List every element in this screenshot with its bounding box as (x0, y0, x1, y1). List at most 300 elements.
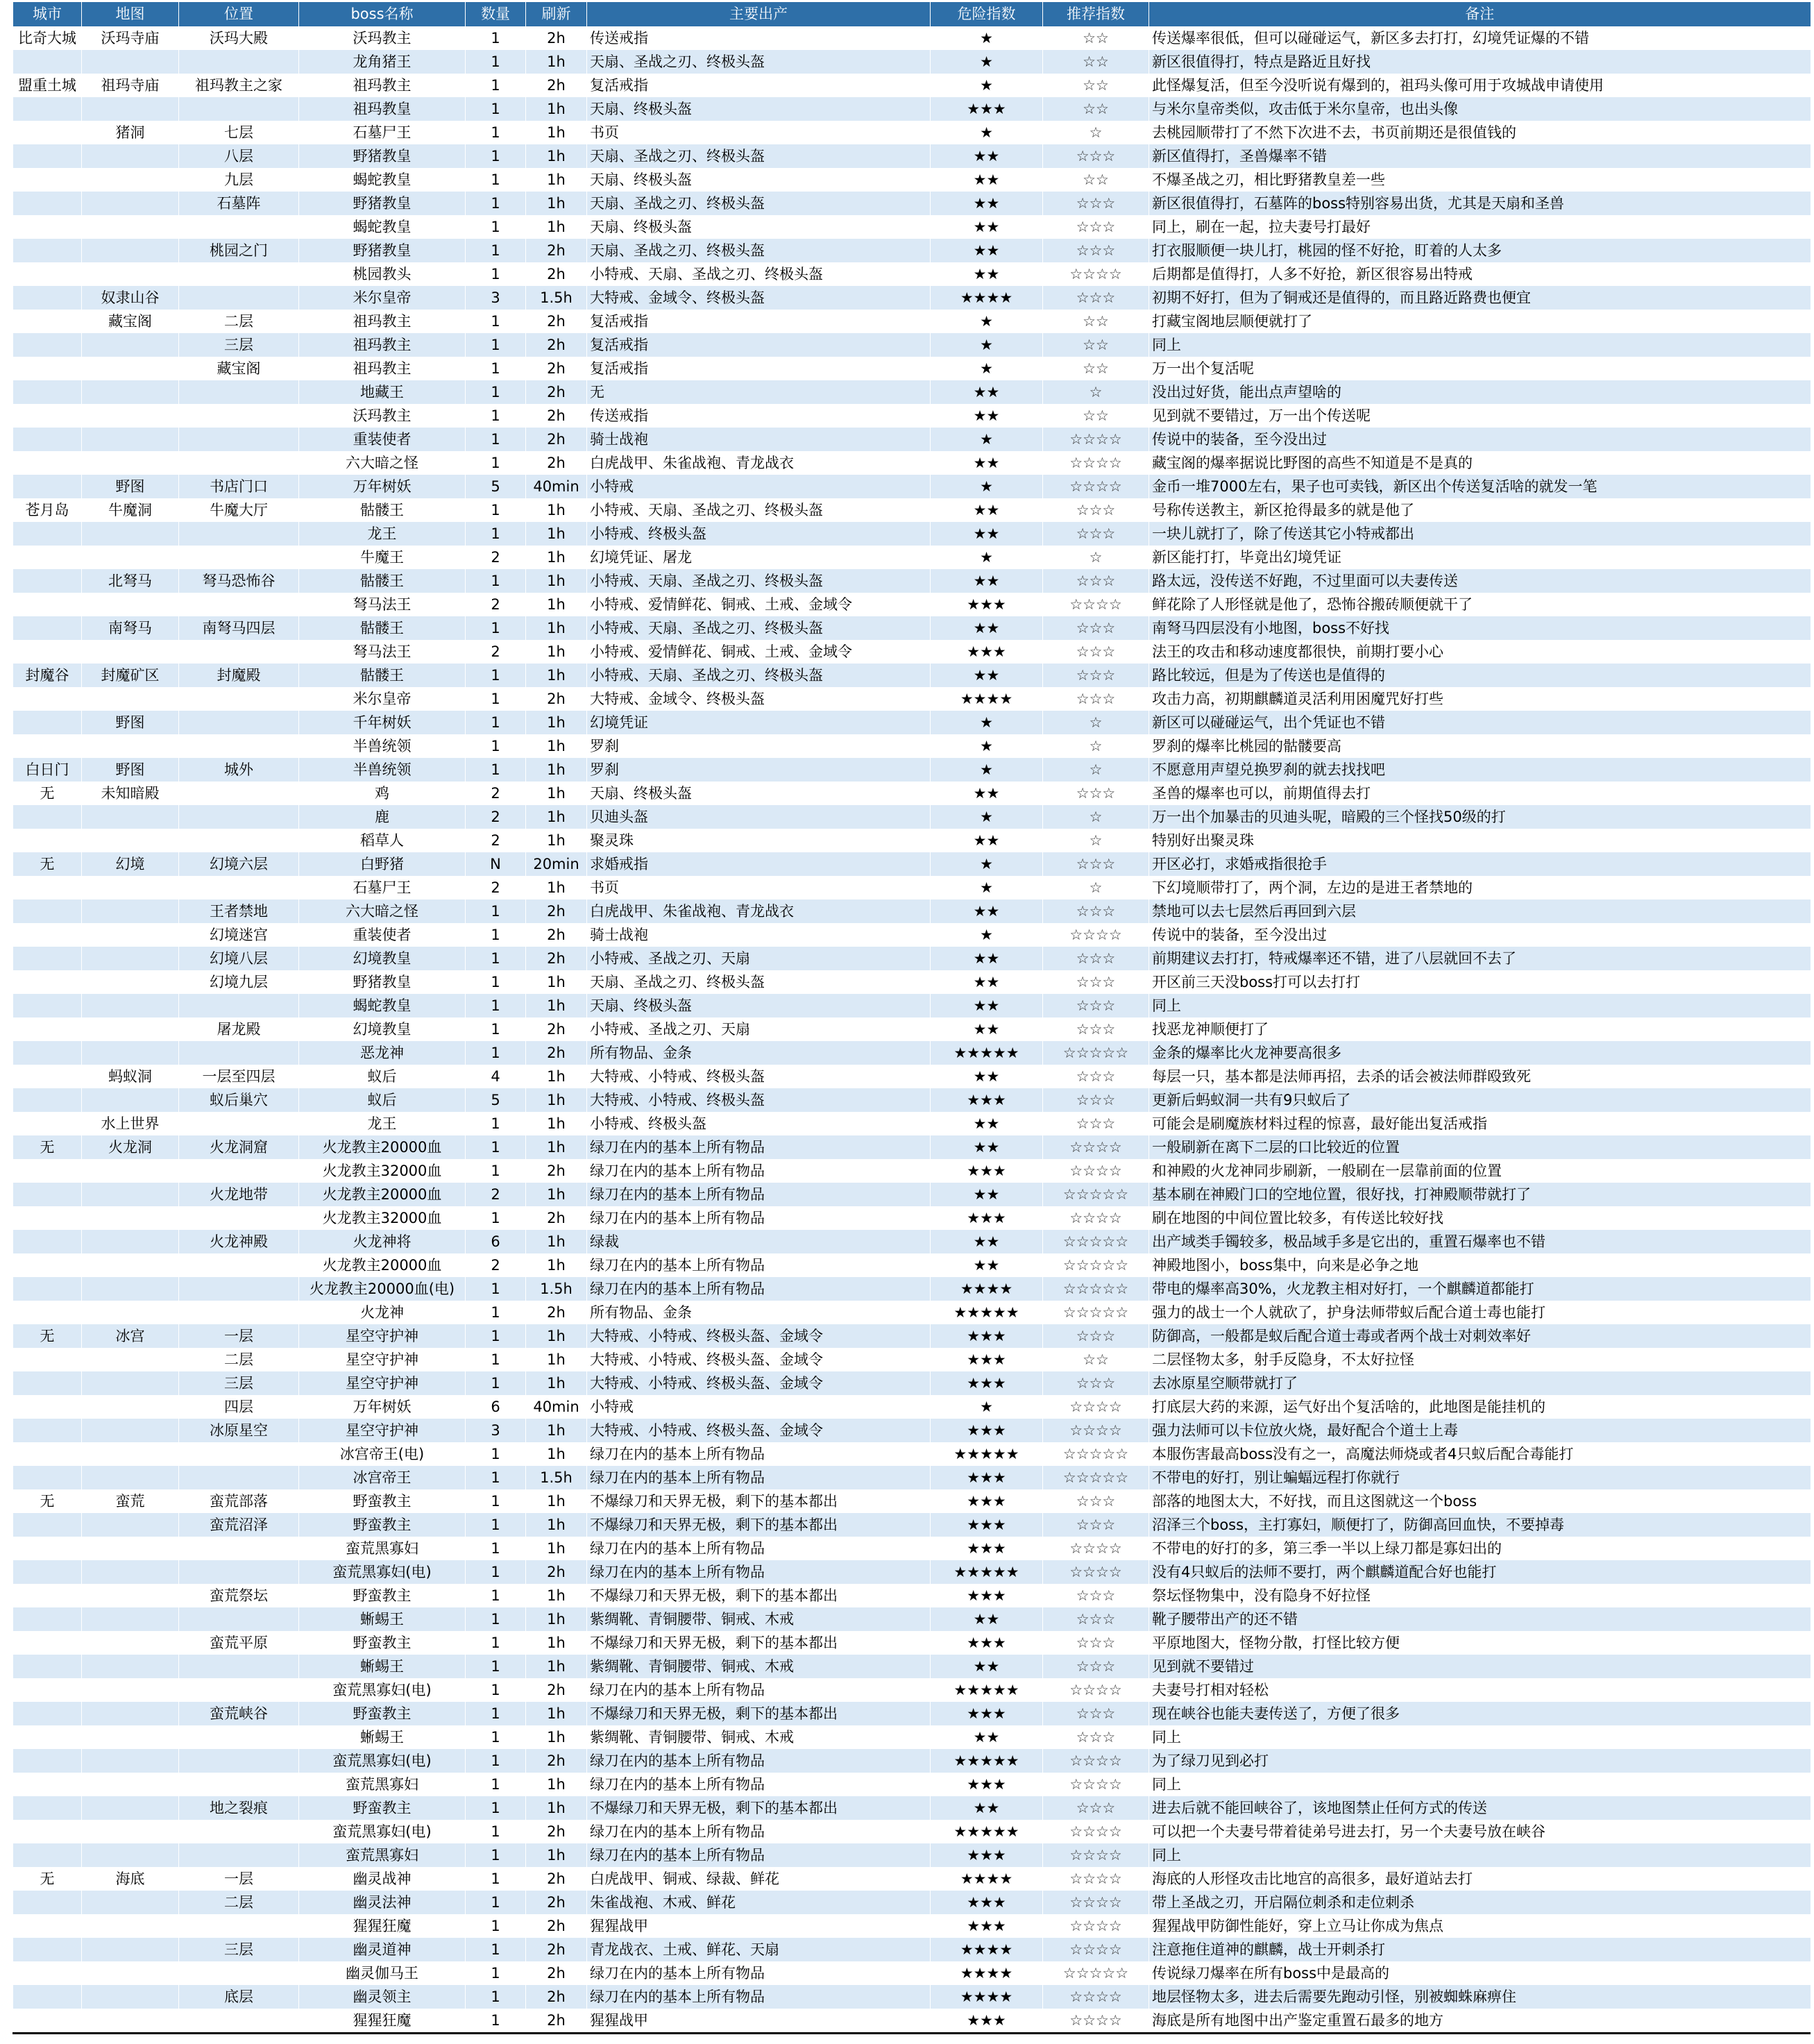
cell-location: 二层 (179, 310, 299, 333)
cell-map (82, 50, 179, 74)
cell-map (82, 734, 179, 758)
table-row (13, 616, 1811, 640)
cell-recommend-index: ☆☆☆☆☆ (1043, 1041, 1149, 1065)
cell-count: 1 (466, 50, 526, 74)
cell-refresh: 2h (526, 357, 587, 380)
cell-recommend-index: ☆☆ (1043, 404, 1149, 428)
cell-boss-name: 祖玛教皇 (299, 97, 466, 121)
cell-danger-index: ★★ (931, 451, 1043, 475)
cell-count: 1 (466, 664, 526, 687)
cell-city (13, 1112, 82, 1135)
cell-count: 2 (466, 829, 526, 852)
cell-count: 6 (466, 1230, 526, 1253)
cell-city (13, 1796, 82, 1820)
cell-boss-name: 野蛮教主 (299, 1796, 466, 1820)
cell-refresh: 2h (526, 26, 587, 50)
cell-notes: 见到就不要错过 (1149, 1655, 1811, 1678)
cell-danger-index: ★★ (931, 215, 1043, 239)
cell-location: 三层 (179, 333, 299, 357)
cell-recommend-index: ☆ (1043, 734, 1149, 758)
cell-count: 2 (466, 876, 526, 899)
cell-map (82, 1631, 179, 1655)
cell-count: 1 (466, 1301, 526, 1324)
cell-main-drops: 所有物品、金条 (587, 1301, 931, 1324)
cell-danger-index: ★★★ (931, 2009, 1043, 2034)
cell-recommend-index: ☆☆☆ (1043, 1702, 1149, 1725)
cell-map (82, 947, 179, 970)
cell-refresh: 2h (526, 380, 587, 404)
cell-map (82, 451, 179, 475)
cell-city (13, 1206, 82, 1230)
cell-main-drops: 绿刀在内的基本上所有物品 (587, 1277, 931, 1301)
cell-refresh: 2h (526, 1041, 587, 1065)
cell-refresh: 40min (526, 475, 587, 498)
cell-notes: 开区前三天没boss打可以去打打 (1149, 970, 1811, 994)
cell-map (82, 1961, 179, 1985)
cell-refresh: 2h (526, 1159, 587, 1183)
cell-recommend-index: ☆☆☆☆ (1043, 1985, 1149, 2009)
cell-map: 海底 (82, 1867, 179, 1891)
table-row (13, 168, 1811, 192)
cell-recommend-index: ☆☆☆☆ (1043, 923, 1149, 947)
cell-count: 1 (466, 1631, 526, 1655)
cell-map (82, 1584, 179, 1607)
cell-danger-index: ★ (931, 805, 1043, 829)
cell-location (179, 428, 299, 451)
cell-recommend-index: ☆☆☆ (1043, 239, 1149, 262)
cell-city (13, 1230, 82, 1253)
cell-map: 藏宝阁 (82, 310, 179, 333)
cell-notes: 路比较远，但是为了传送也是值得的 (1149, 664, 1811, 687)
cell-notes: 夫妻号打相对轻松 (1149, 1678, 1811, 1702)
cell-recommend-index: ☆☆☆ (1043, 852, 1149, 876)
cell-notes: 基本刷在神殿门口的空地位置，很好找，打神殿顺带就打了 (1149, 1183, 1811, 1206)
cell-notes: 每层一只，基本都是法师再招，去杀的话会被法师群殴致死 (1149, 1065, 1811, 1088)
cell-count: 1 (466, 687, 526, 711)
cell-notes: 没有4只蚁后的法师不要打，两个麒麟道配合好也能打 (1149, 1560, 1811, 1584)
cell-notes: 猩猩战甲防御性能好，穿上立马让你成为焦点 (1149, 1914, 1811, 1938)
header-notes: 备注 (1149, 2, 1811, 26)
cell-recommend-index: ☆☆☆ (1043, 947, 1149, 970)
cell-notes: 与米尔皇帝类似，攻击低于米尔皇帝，也出头像 (1149, 97, 1811, 121)
cell-boss-name: 火龙教主20000血(电) (299, 1277, 466, 1301)
cell-main-drops: 不爆绿刀和天界无极，剩下的基本都出 (587, 1702, 931, 1725)
cell-refresh: 2h (526, 1938, 587, 1961)
cell-map: 北弩马 (82, 569, 179, 593)
cell-main-drops: 绿刀在内的基本上所有物品 (587, 1183, 931, 1206)
cell-boss-name: 猩猩狂魔 (299, 2009, 466, 2034)
cell-main-drops: 不爆绿刀和天界无极，剩下的基本都出 (587, 1489, 931, 1513)
header-main-drops: 主要出产 (587, 2, 931, 26)
cell-location: 三层 (179, 1371, 299, 1395)
cell-refresh: 1h (526, 876, 587, 899)
cell-city (13, 1891, 82, 1914)
table-row (13, 1489, 1811, 1513)
table-row (13, 947, 1811, 970)
cell-recommend-index: ☆ (1043, 805, 1149, 829)
cell-city: 无 (13, 1135, 82, 1159)
table-row (13, 333, 1811, 357)
cell-map (82, 1017, 179, 1041)
cell-map (82, 1773, 179, 1796)
cell-main-drops: 不爆绿刀和天界无极，剩下的基本都出 (587, 1584, 931, 1607)
cell-count: 1 (466, 947, 526, 970)
cell-main-drops: 大特戒、小特戒、终极头盔 (587, 1065, 931, 1088)
cell-notes: 新区很值得打，石墓阵的boss特别容易出货，尤其是天扇和圣兽 (1149, 192, 1811, 215)
cell-boss-name: 祖玛教主 (299, 74, 466, 97)
cell-refresh: 1h (526, 546, 587, 569)
cell-location: 弩马恐怖谷 (179, 569, 299, 593)
cell-recommend-index: ☆☆☆ (1043, 640, 1149, 664)
cell-map (82, 1655, 179, 1678)
cell-city (13, 286, 82, 310)
cell-main-drops: 小特戒、爱情鲜花、铜戒、土戒、金域令 (587, 593, 931, 616)
cell-refresh: 1h (526, 1253, 587, 1277)
cell-danger-index: ★ (931, 310, 1043, 333)
table-row (13, 1230, 1811, 1253)
cell-danger-index: ★★ (931, 616, 1043, 640)
table-row (13, 1301, 1811, 1324)
cell-notes: 同上 (1149, 1773, 1811, 1796)
cell-danger-index: ★★ (931, 1796, 1043, 1820)
cell-main-drops: 绿刀在内的基本上所有物品 (587, 1537, 931, 1560)
cell-map (82, 215, 179, 239)
cell-location: 蛮荒沼泽 (179, 1513, 299, 1537)
cell-main-drops: 小特戒、天扇、圣战之刃、终极头盔 (587, 664, 931, 687)
cell-city (13, 593, 82, 616)
cell-count: 5 (466, 1088, 526, 1112)
table-row (13, 1914, 1811, 1938)
cell-recommend-index: ☆☆☆ (1043, 664, 1149, 687)
cell-location (179, 829, 299, 852)
cell-location (179, 640, 299, 664)
cell-refresh: 1h (526, 1843, 587, 1867)
cell-map (82, 1301, 179, 1324)
table-row (13, 286, 1811, 310)
cell-city (13, 404, 82, 428)
cell-boss-name: 万年树妖 (299, 1395, 466, 1419)
cell-location (179, 1159, 299, 1183)
table-row (13, 1324, 1811, 1348)
cell-refresh: 2h (526, 428, 587, 451)
cell-boss-name: 火龙教主32000血 (299, 1206, 466, 1230)
cell-refresh: 1h (526, 498, 587, 522)
cell-danger-index: ★★★ (931, 1159, 1043, 1183)
cell-main-drops: 天扇、圣战之刃、终极头盔 (587, 239, 931, 262)
cell-city (13, 2009, 82, 2034)
cell-recommend-index: ☆☆☆☆☆ (1043, 1466, 1149, 1489)
cell-refresh: 1h (526, 1230, 587, 1253)
cell-map: 野图 (82, 711, 179, 734)
cell-city (13, 1065, 82, 1088)
cell-recommend-index: ☆ (1043, 121, 1149, 144)
table-row (13, 1135, 1811, 1159)
table-row (13, 144, 1811, 168)
cell-boss-name: 重装使者 (299, 923, 466, 947)
cell-map (82, 1820, 179, 1843)
cell-refresh: 2h (526, 1678, 587, 1702)
cell-notes: 号称传送教主，新区抢得最多的就是他了 (1149, 498, 1811, 522)
cell-main-drops: 绿刀在内的基本上所有物品 (587, 1773, 931, 1796)
table-row (13, 1395, 1811, 1419)
cell-main-drops: 绿刀在内的基本上所有物品 (587, 1442, 931, 1466)
cell-city (13, 1466, 82, 1489)
cell-count: 1 (466, 1725, 526, 1749)
cell-refresh: 1h (526, 1537, 587, 1560)
cell-recommend-index: ☆☆☆☆ (1043, 1938, 1149, 1961)
cell-boss-name: 幽灵道神 (299, 1938, 466, 1961)
table-row (13, 97, 1811, 121)
cell-danger-index: ★★★ (931, 1702, 1043, 1725)
cell-main-drops: 绿刀在内的基本上所有物品 (587, 1749, 931, 1773)
cell-notes: 同上 (1149, 1843, 1811, 1867)
cell-map (82, 1442, 179, 1466)
cell-count: 1 (466, 1584, 526, 1607)
cell-notes: 二层怪物太多，射手反隐身，不太好拉怪 (1149, 1348, 1811, 1371)
cell-notes: 部落的地图太大，不好找，而且这图就这一个boss (1149, 1489, 1811, 1513)
cell-danger-index: ★ (931, 428, 1043, 451)
cell-refresh: 1h (526, 970, 587, 994)
table-row (13, 569, 1811, 593)
cell-recommend-index: ☆☆☆ (1043, 1324, 1149, 1348)
table-row (13, 74, 1811, 97)
cell-count: 2 (466, 640, 526, 664)
table-row (13, 2009, 1811, 2034)
table-row (13, 1348, 1811, 1371)
table-row (13, 50, 1811, 74)
cell-danger-index: ★★★ (931, 1537, 1043, 1560)
cell-map (82, 1843, 179, 1867)
cell-count: 1 (466, 1159, 526, 1183)
cell-refresh: 1h (526, 1607, 587, 1631)
cell-notes: 新区能打打，毕竟出幻境凭证 (1149, 546, 1811, 569)
cell-recommend-index: ☆ (1043, 546, 1149, 569)
cell-location: 四层 (179, 1395, 299, 1419)
cell-map (82, 333, 179, 357)
table-row (13, 1017, 1811, 1041)
cell-boss-name: 万年树妖 (299, 475, 466, 498)
cell-recommend-index: ☆☆☆☆ (1043, 1135, 1149, 1159)
cell-refresh: 2h (526, 310, 587, 333)
cell-city (13, 616, 82, 640)
cell-city (13, 144, 82, 168)
cell-boss-name: 恶龙神 (299, 1041, 466, 1065)
cell-count: 1 (466, 1796, 526, 1820)
cell-refresh: 1h (526, 593, 587, 616)
cell-recommend-index: ☆☆☆ (1043, 498, 1149, 522)
cell-city: 盟重土城 (13, 74, 82, 97)
cell-location: 一层至四层 (179, 1065, 299, 1088)
cell-danger-index: ★★ (931, 192, 1043, 215)
cell-city (13, 1183, 82, 1206)
cell-city (13, 1395, 82, 1419)
cell-refresh: 1h (526, 569, 587, 593)
cell-notes: 打藏宝阁地层顺便就打了 (1149, 310, 1811, 333)
cell-boss-name: 幽灵伽马王 (299, 1961, 466, 1985)
cell-location (179, 1301, 299, 1324)
cell-notes: 不爆圣战之刃，相比野猪教皇差一些 (1149, 168, 1811, 192)
table-row (13, 546, 1811, 569)
cell-map (82, 994, 179, 1017)
table-row (13, 451, 1811, 475)
cell-count: 1 (466, 1820, 526, 1843)
cell-danger-index: ★★ (931, 1725, 1043, 1749)
cell-boss-name: 蜥蜴王 (299, 1607, 466, 1631)
cell-refresh: 2h (526, 451, 587, 475)
cell-location (179, 262, 299, 286)
cell-danger-index: ★★★★ (931, 1961, 1043, 1985)
table-row (13, 404, 1811, 428)
cell-map (82, 1891, 179, 1914)
cell-main-drops: 传送戒指 (587, 404, 931, 428)
cell-map (82, 97, 179, 121)
cell-recommend-index: ☆ (1043, 829, 1149, 852)
cell-recommend-index: ☆☆☆☆☆ (1043, 1183, 1149, 1206)
cell-notes: 初期不好打，但为了铜戒还是值得的，而且路近路费也便宜 (1149, 286, 1811, 310)
cell-danger-index: ★★★★ (931, 1985, 1043, 2009)
cell-count: 1 (466, 1843, 526, 1867)
cell-recommend-index: ☆☆☆☆☆ (1043, 1277, 1149, 1301)
cell-main-drops: 绿刀在内的基本上所有物品 (587, 1678, 931, 1702)
cell-recommend-index: ☆ (1043, 711, 1149, 734)
cell-refresh: 2h (526, 2009, 587, 2034)
cell-main-drops: 骑士战袍 (587, 923, 931, 947)
cell-refresh: 1h (526, 97, 587, 121)
cell-recommend-index: ☆☆☆☆ (1043, 1867, 1149, 1891)
cell-main-drops: 所有物品、金条 (587, 1041, 931, 1065)
cell-location (179, 286, 299, 310)
cell-map (82, 144, 179, 168)
cell-city (13, 1961, 82, 1985)
cell-recommend-index: ☆☆ (1043, 26, 1149, 50)
table-row (13, 1041, 1811, 1065)
cell-count: 1 (466, 734, 526, 758)
cell-recommend-index: ☆☆☆ (1043, 994, 1149, 1017)
cell-recommend-index: ☆☆☆ (1043, 687, 1149, 711)
cell-recommend-index: ☆☆☆ (1043, 970, 1149, 994)
cell-boss-name: 地藏王 (299, 380, 466, 404)
cell-danger-index: ★★★ (931, 1466, 1043, 1489)
cell-danger-index: ★ (931, 734, 1043, 758)
cell-danger-index: ★★★ (931, 593, 1043, 616)
cell-notes: 打衣服顺便一块儿打，桃园的怪不好抢，盯着的人太多 (1149, 239, 1811, 262)
cell-city (13, 1985, 82, 2009)
cell-location (179, 1773, 299, 1796)
cell-notes: 同上 (1149, 1725, 1811, 1749)
cell-danger-index: ★★ (931, 664, 1043, 687)
boss-table (12, 2, 1811, 2034)
cell-notes: 万一出个加暴击的贝迪头呢，暗殿的三个怪找50级的打 (1149, 805, 1811, 829)
cell-refresh: 1h (526, 50, 587, 74)
cell-boss-name: 野蛮教主 (299, 1489, 466, 1513)
cell-count: 1 (466, 26, 526, 50)
cell-boss-name: 龙王 (299, 522, 466, 546)
cell-main-drops: 幻境凭证 (587, 711, 931, 734)
cell-map: 冰宫 (82, 1324, 179, 1348)
cell-main-drops: 绿刀在内的基本上所有物品 (587, 1985, 931, 2009)
cell-notes: 带上圣战之刃，开启隔位刺杀和走位刺杀 (1149, 1891, 1811, 1914)
cell-boss-name: 龙角猪王 (299, 50, 466, 74)
cell-refresh: 1h (526, 782, 587, 805)
cell-boss-name: 星空守护神 (299, 1371, 466, 1395)
cell-boss-name: 弩马法王 (299, 640, 466, 664)
table-row (13, 1513, 1811, 1537)
cell-recommend-index: ☆☆☆ (1043, 1725, 1149, 1749)
cell-location (179, 1442, 299, 1466)
cell-danger-index: ★★★★ (931, 286, 1043, 310)
cell-notes: 刷在地图的中间位置比较多，有传送比较好找 (1149, 1206, 1811, 1230)
cell-danger-index: ★★ (931, 1065, 1043, 1088)
cell-main-drops: 复活戒指 (587, 310, 931, 333)
cell-recommend-index: ☆☆☆ (1043, 782, 1149, 805)
cell-main-drops: 小特戒、爱情鲜花、铜戒、土戒、金域令 (587, 640, 931, 664)
cell-city (13, 1655, 82, 1678)
cell-count: 1 (466, 1442, 526, 1466)
cell-danger-index: ★★ (931, 899, 1043, 923)
cell-map: 蚂蚁洞 (82, 1065, 179, 1088)
cell-main-drops: 小特戒、天扇、圣战之刃、终极头盔 (587, 616, 931, 640)
cell-boss-name: 冰宫帝王 (299, 1466, 466, 1489)
cell-danger-index: ★★★ (931, 1773, 1043, 1796)
cell-refresh: 1h (526, 1513, 587, 1537)
cell-boss-name: 火龙教主20000血 (299, 1183, 466, 1206)
cell-recommend-index: ☆☆☆☆ (1043, 475, 1149, 498)
cell-location: 幻境六层 (179, 852, 299, 876)
cell-recommend-index: ☆☆ (1043, 168, 1149, 192)
cell-danger-index: ★ (931, 357, 1043, 380)
cell-city: 封魔谷 (13, 664, 82, 687)
cell-danger-index: ★ (931, 758, 1043, 782)
cell-location: 一层 (179, 1867, 299, 1891)
cell-danger-index: ★★★★★ (931, 1560, 1043, 1584)
cell-map (82, 1560, 179, 1584)
cell-boss-name: 蜥蜴王 (299, 1725, 466, 1749)
cell-city (13, 947, 82, 970)
cell-danger-index: ★★★★ (931, 687, 1043, 711)
cell-notes: 此怪爆复活，但至今没听说有爆到的，祖玛头像可用于攻城战申请使用 (1149, 74, 1811, 97)
cell-map (82, 1466, 179, 1489)
cell-refresh: 2h (526, 947, 587, 970)
cell-main-drops: 天扇、圣战之刃、终极头盔 (587, 144, 931, 168)
cell-refresh: 1h (526, 121, 587, 144)
cell-city (13, 1820, 82, 1843)
cell-danger-index: ★★ (931, 569, 1043, 593)
table-row (13, 640, 1811, 664)
cell-city (13, 1371, 82, 1395)
cell-map (82, 1702, 179, 1725)
table-row (13, 994, 1811, 1017)
cell-notes: 法王的攻击和移动速度都很快，前期打要小心 (1149, 640, 1811, 664)
cell-notes: 强力的战士一个人就砍了，护身法师带蚁后配合道士毒也能打 (1149, 1301, 1811, 1324)
table-row (13, 1985, 1811, 2009)
cell-danger-index: ★★ (931, 522, 1043, 546)
cell-count: 1 (466, 569, 526, 593)
cell-count: 3 (466, 1419, 526, 1442)
cell-city (13, 899, 82, 923)
cell-main-drops: 小特戒、天扇、圣战之刃、终极头盔 (587, 498, 931, 522)
cell-main-drops: 罗刹 (587, 734, 931, 758)
cell-location (179, 1277, 299, 1301)
table-row (13, 1206, 1811, 1230)
cell-location: 蚁后巢穴 (179, 1088, 299, 1112)
cell-map (82, 1914, 179, 1938)
cell-recommend-index: ☆☆☆☆ (1043, 1914, 1149, 1938)
table-row (13, 1725, 1811, 1749)
table-row (13, 1867, 1811, 1891)
cell-danger-index: ★★ (931, 1655, 1043, 1678)
cell-refresh: 1h (526, 1796, 587, 1820)
cell-danger-index: ★★★ (931, 1843, 1043, 1867)
